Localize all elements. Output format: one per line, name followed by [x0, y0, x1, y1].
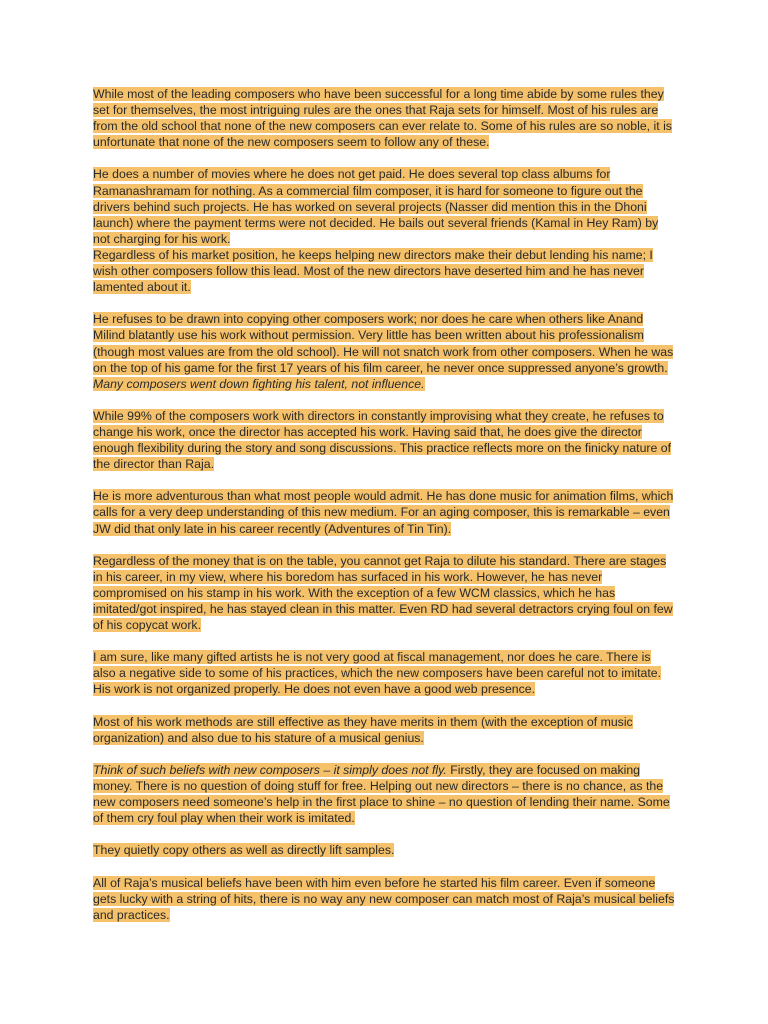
- paragraph: [93, 247, 675, 295]
- highlighted-text: While most of the leading composers who have been successful for a long time abide by some rules they set for themselves, the most intriguing rules are the ones that Raja sets for himself. Most of his rules are from the old school that none of the new composers can ever relate to. Some of his rules are so noble, it is unfortunate that none of the new composers seem to follow any of these.: [93, 87, 672, 150]
- paragraph: [93, 762, 675, 826]
- paragraph: [93, 408, 675, 472]
- paragraph: [93, 649, 675, 697]
- highlighted-text: Regardless of his market position, he keeps helping new directors make their debut lending his name; I wish other composers follow this lead. Most of the new directors have deserted him and he has never lamented about it.: [93, 247, 653, 295]
- highlighted-text: While 99% of the composers work with directors in constantly improvising what they create, he refuses to change his work, once the director has accepted his work. Having said that, he does give the director enough flexibility during the story and song discussions. This practice reflects more on the finicky nature of the director than Raja.: [93, 408, 672, 472]
- paragraph: [93, 488, 675, 536]
- highlighted-text: Regardless of the money that is on the table, you cannot get Raja to dilute his standard. There are stages in his career, in my view, where his boredom has surfaced in his work. However, he has never compromised on his stamp in his work. With the exception of a few WCM classics, which he has imitated/got inspired, he has stayed clean in this matter. Even RD had several detractors crying foul on few of his copycat work.: [93, 553, 673, 633]
- paragraph: [93, 875, 675, 923]
- highlighted-text: I am sure, like many gifted artists he is not very good at fiscal management, nor does he care. There is also a negative side to some of his practices, which the new composers have been careful not to imitate. His work is not organized properly. He does not even have a good web presence.: [93, 650, 662, 697]
- highlighted-italic-text: Think of such beliefs with new composers – it simply does not fly.: [93, 762, 447, 777]
- highlighted-text: All of Raja’s musical beliefs have been with him even before he started his film career. Even if someone gets lucky with a string of hits, there is no way any new composer can match most of Raja’s musical beliefs and practices.: [93, 875, 675, 922]
- highlighted-text: Firstly, they are focused on making money. There is no question of doing stuff for free. Helping out new directors – there is no chance, as the new composers need someone’s help in the first place to shine – no question of lending their name. Some of them cry foul play when their work is imitated.: [93, 762, 670, 826]
- paragraph: [93, 86, 675, 150]
- paragraph: [93, 553, 675, 633]
- highlighted-italic-text: Many composers went down fighting his talent, not influence.: [93, 376, 425, 391]
- paragraph: [93, 311, 675, 391]
- highlighted-text: Most of his work methods are still effective as they have merits in them (with the exception of music organization) and also due to his stature of a musical genius.: [93, 714, 633, 745]
- highlighted-text: He is more adventurous than what most people would admit. He has done music for animation films, which calls for a very deep understanding of this new medium. For an aging composer, this is remarkable – even JW did that only late in his career recently (Adventures of Tin Tin).: [93, 489, 674, 536]
- document-body: [93, 86, 675, 939]
- highlighted-text: He does a number of movies where he does not get paid. He does several top class albums for Ramanashramam for nothing. As a commercial film composer, it is hard for someone to figure out the drivers behind such projects. He has worked on several projects (Nasser did mention this in the Dhoni launch) where the payment terms were not decided. He bails out several friends (Kamal in Hey Ram) by not charging for his work.: [93, 167, 659, 246]
- paragraph: [93, 842, 675, 858]
- paragraph: [93, 166, 675, 246]
- highlighted-text: He refuses to be drawn into copying other composers work; nor does he care when others like Anand Milind blatantly use his work without permission. Very little has been written about his professionalism (though most values are from the old school). He will not snatch work from other composers. When he was on the top of his game for the first 17 years of his film career, he never once suppressed anyone’s growth.: [93, 312, 674, 375]
- paragraph: [93, 714, 675, 746]
- highlighted-text: They quietly copy others as well as directly lift samples.: [93, 843, 395, 858]
